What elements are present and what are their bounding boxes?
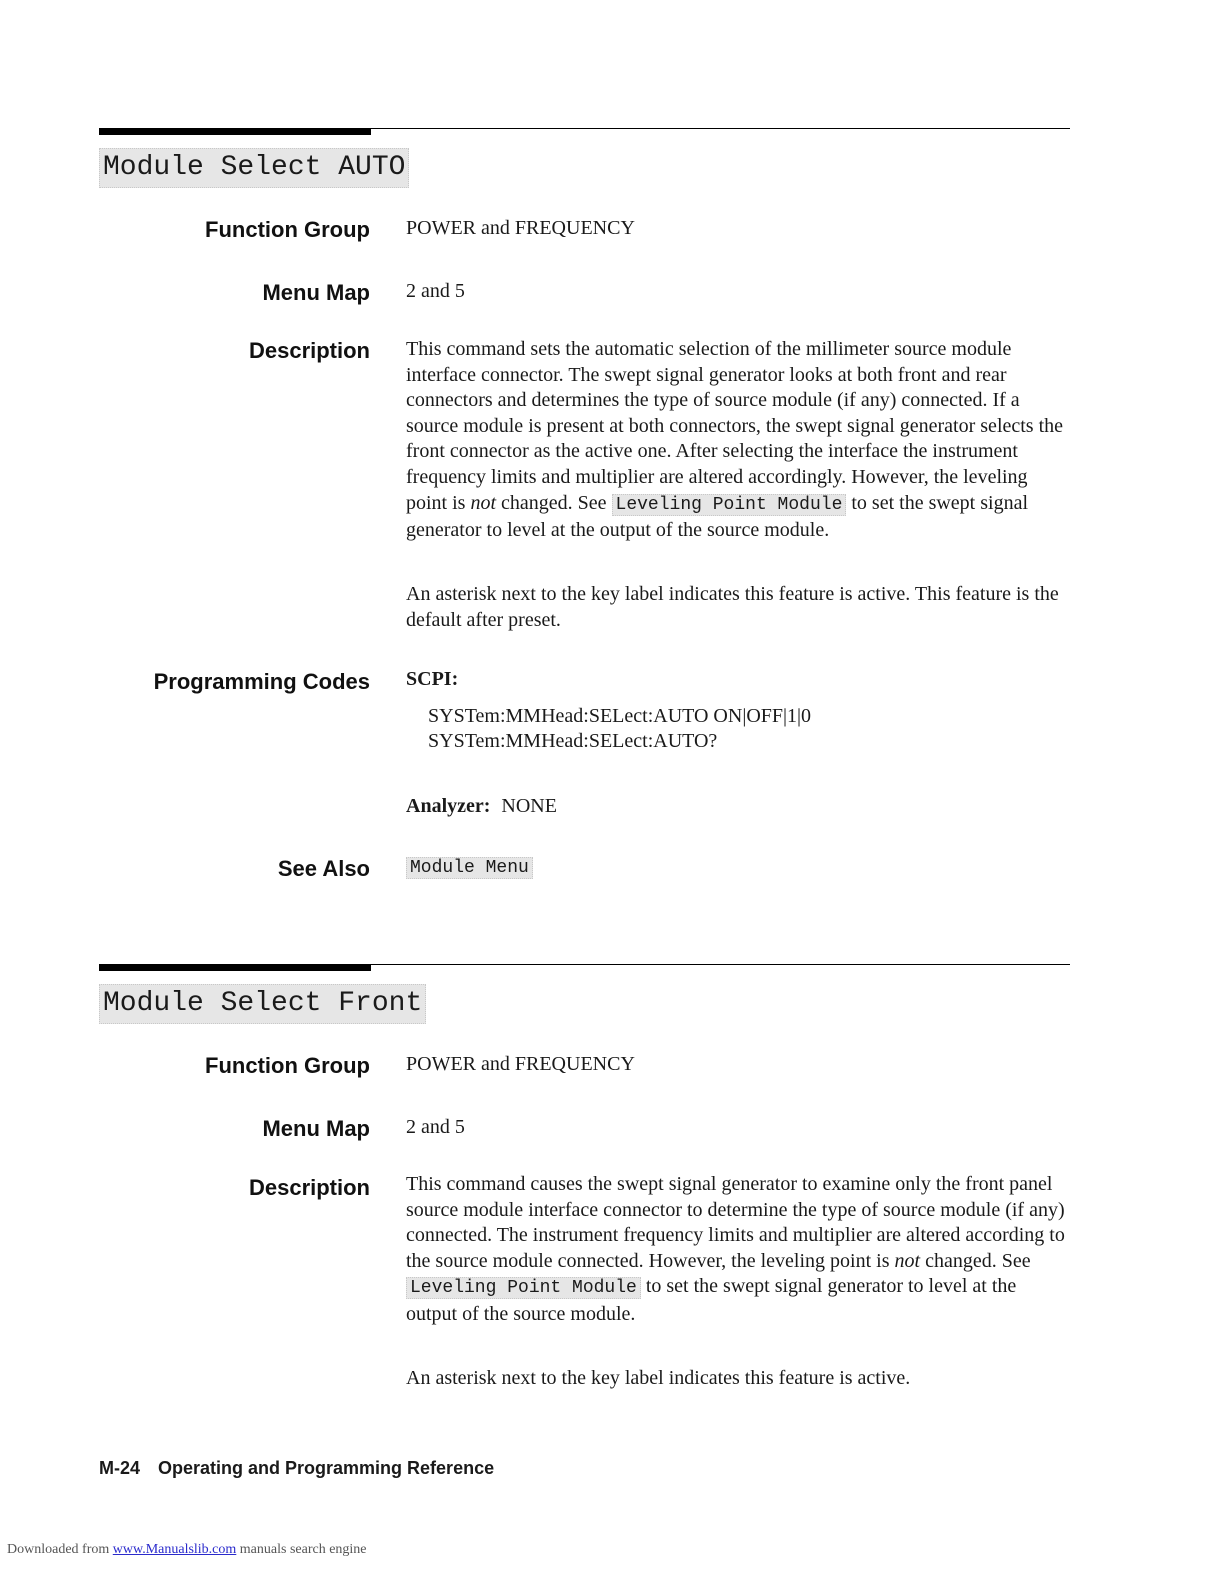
section2-rule-thin: [371, 964, 1070, 965]
leveling-point-module-softkey: Leveling Point Module: [612, 494, 847, 516]
section2-description-paragraph: [406, 1172, 1070, 1328]
module-menu-softkey: Module Menu: [406, 857, 533, 879]
section2-desc-text-b: changed. See: [925, 1249, 1031, 1272]
section2-desc-not: not: [894, 1249, 921, 1272]
section1-rule-thick: [99, 128, 371, 135]
download-prefix: Downloaded from: [7, 1542, 110, 1557]
section2-menu-map-label: Menu Map: [262, 1116, 370, 1141]
analyzer-label: Analyzer:: [406, 795, 491, 817]
leveling-point-module-softkey-2: Leveling Point Module: [406, 1277, 641, 1299]
page-footer: [99, 1458, 512, 1479]
section2-desc-text-c: to set the swept signal generator to level at the output of the source module.: [406, 1275, 1017, 1325]
scpi-command-line: SYSTem:MMHead:SELect:AUTO ON|OFF|1|0: [428, 705, 812, 727]
section1-description-label: Description: [248, 338, 370, 363]
page-number: M-24: [99, 1458, 141, 1478]
analyzer-value: NONE: [501, 795, 557, 817]
section1-programming-codes-label: Programming Codes: [153, 669, 370, 694]
section1-menu-map-value: 2 and 5: [406, 280, 465, 302]
section1-title-softkey: Module Select AUTO: [99, 148, 409, 188]
scpi-query-line: SYSTem:MMHead:SELect:AUTO?: [428, 730, 718, 752]
section1-description-paragraph: [406, 337, 1070, 544]
download-suffix: manuals search engine: [239, 1542, 367, 1557]
section1-menu-map-label: Menu Map: [262, 280, 370, 305]
scpi-label: SCPI:: [406, 668, 459, 690]
section2-function-group-label: Function Group: [205, 1053, 370, 1078]
download-notice: [7, 1542, 367, 1558]
book-title: Operating and Programming Reference: [158, 1458, 495, 1478]
section2-rule-thick: [99, 964, 371, 971]
section1-rule-thin: [371, 128, 1070, 129]
section2-menu-map-value: 2 and 5: [406, 1116, 465, 1138]
section2-description-paragraph-2: An asterisk next to the key label indicates this feature is active.: [406, 1367, 911, 1389]
section1-desc-text-c: to set the swept signal generator to level at the output of the source module.: [406, 491, 1029, 542]
analyzer-line: [406, 794, 1070, 820]
section1-desc-text-b: changed. See: [501, 491, 607, 514]
see-also-value: [406, 854, 1070, 882]
section2-desc-text-a: This command causes the swept signal generator to examine only the front panel source module interface connector to determine the type of source module (if any) connected. The instrument frequency limits and multiplier are altered according to the source module connected. However, the leveling point is: [406, 1173, 1065, 1272]
section2-function-group-value: POWER and FREQUENCY: [406, 1053, 635, 1075]
section2-title-softkey: Module Select Front: [99, 984, 426, 1024]
section1-description-paragraph-2: An asterisk next to the key label indicates this feature is active. This feature is the default after preset.: [406, 583, 1059, 631]
section1-desc-text-a: This command sets the automatic selection of the millimeter source module interface connector. The swept signal generator looks at both front and rear connectors and determines the type of source module (if any) connected. If a source module is present at both connectors, the swept signal generator selects the front connector as the active one. After selecting the interface the instrument frequency limits and multiplier are altered accordingly. However, the leveling point is: [406, 338, 1064, 514]
section2-description-label: Description: [248, 1175, 370, 1200]
section1-see-also-label: See Also: [277, 856, 370, 881]
section1-desc-not: not: [470, 491, 497, 514]
manualslib-link[interactable]: www.Manualslib.com: [112, 1542, 237, 1557]
section1-function-group-value: POWER and FREQUENCY: [406, 217, 635, 239]
section1-function-group-label: Function Group: [205, 217, 370, 242]
